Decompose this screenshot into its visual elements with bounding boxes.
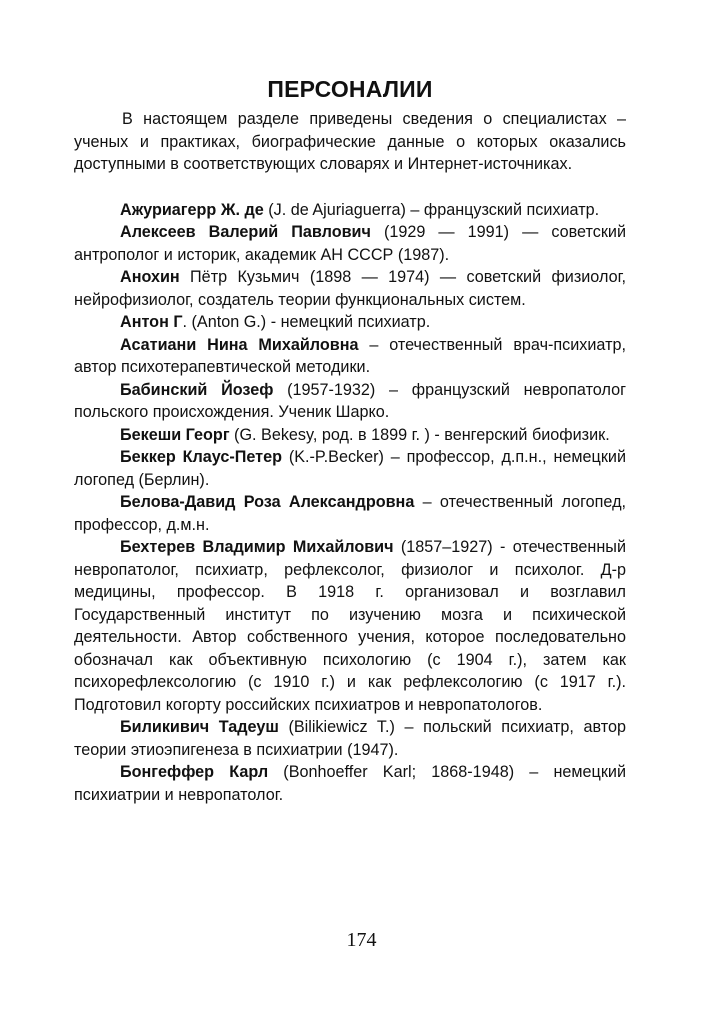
person-entry — [74, 491, 626, 536]
person-name: Антон Г — [120, 313, 183, 331]
person-description: . (Anton G.) - немецкий психиатр. — [182, 313, 431, 331]
person-description: (1857–1927) - отечественный невропатолог, психиатр, рефлексолог, физиолог и психолог. Д-р медицины, профессор. В 1918 г. организовал и возглавил Государственный институт по изучению мозга и психической деятельности. Автор собственного учения, которое последовательно обозначал как объективную психологию (с 1904 г.), затем как психорефлексологию (с 1910 г.) и как рефлексологию (с 1917 г.). Подготовил когорту российских психиатров и невропатологов. — [74, 538, 626, 714]
person-name: Алексеев Валерий Павлович — [120, 223, 371, 241]
person-description: (G. Bekesy, род. в 1899 г. ) - венгерский биофизик. — [229, 425, 610, 444]
person-entry — [74, 446, 626, 491]
person-entry — [74, 199, 626, 222]
page-title: ПЕРСОНАЛИИ — [267, 76, 433, 102]
person-name: Бехтерев Владимир Михайлович — [120, 538, 394, 556]
person-name: Бекеши Георг — [120, 425, 230, 444]
person-description: (K.-P.Becker) – профессор, д.п.н., немецкий логопед (Берлин). — [74, 448, 626, 489]
person-name: Асатиани Нина Михайловна — [120, 335, 359, 354]
page-number: 174 — [346, 929, 377, 951]
person-entry — [74, 311, 626, 334]
person-entry — [74, 424, 626, 447]
person-description: Пётр Кузьмич (1898 — 1974) — советский физиолог, нейрофизиолог, создатель теории функциональных систем. — [74, 268, 626, 309]
person-description: (J. de Ajuriaguerra) – французский психиатр. — [263, 200, 600, 219]
person-name: Бабинский Йозеф — [120, 380, 274, 399]
person-name: Анохин — [120, 268, 180, 286]
person-entry — [74, 536, 626, 716]
persons-list — [74, 199, 626, 807]
person-entry — [74, 221, 626, 266]
person-name: Ажуриагерр Ж. де — [120, 200, 264, 219]
intro-paragraph: В настоящем разделе приведены сведения о специалистах – ученых и практиках, биографические данные о которых оказались доступными в соответствующих словарях и Интернет-источниках. — [74, 110, 626, 173]
person-description: – отечественный врач-психиатр, автор психотерапевтической методики. — [74, 335, 626, 376]
person-description: (1929 — 1991) — советский антрополог и историк, академик АН СССР (1987). — [74, 223, 626, 264]
person-entry — [74, 761, 626, 806]
person-name: Бонгеффер Карл — [120, 763, 269, 781]
person-name: Биликивич Тадеуш — [120, 718, 279, 736]
person-entry — [74, 266, 626, 311]
person-description: (Bonhoeffer Karl; 1868-1948) – немецкий психиатрии и невропатолог. — [74, 763, 626, 804]
person-name: Беккер Клаус-Петер — [120, 448, 282, 466]
person-entry — [74, 379, 626, 424]
person-description: – отечественный логопед, профессор, д.м.н. — [74, 493, 627, 534]
page-content — [74, 74, 626, 806]
person-description: (1957-1932) – французский невропатолог польского происхождения. Ученик Шарко. — [74, 380, 626, 421]
person-name: Белова-Давид Роза Александровна — [120, 493, 415, 511]
person-entry — [74, 334, 626, 379]
person-entry — [74, 716, 626, 761]
person-description: (Bilikiewicz T.) – польский психиатр, автор теории этиоэпигенеза в психиатрии (1947). — [74, 718, 627, 759]
